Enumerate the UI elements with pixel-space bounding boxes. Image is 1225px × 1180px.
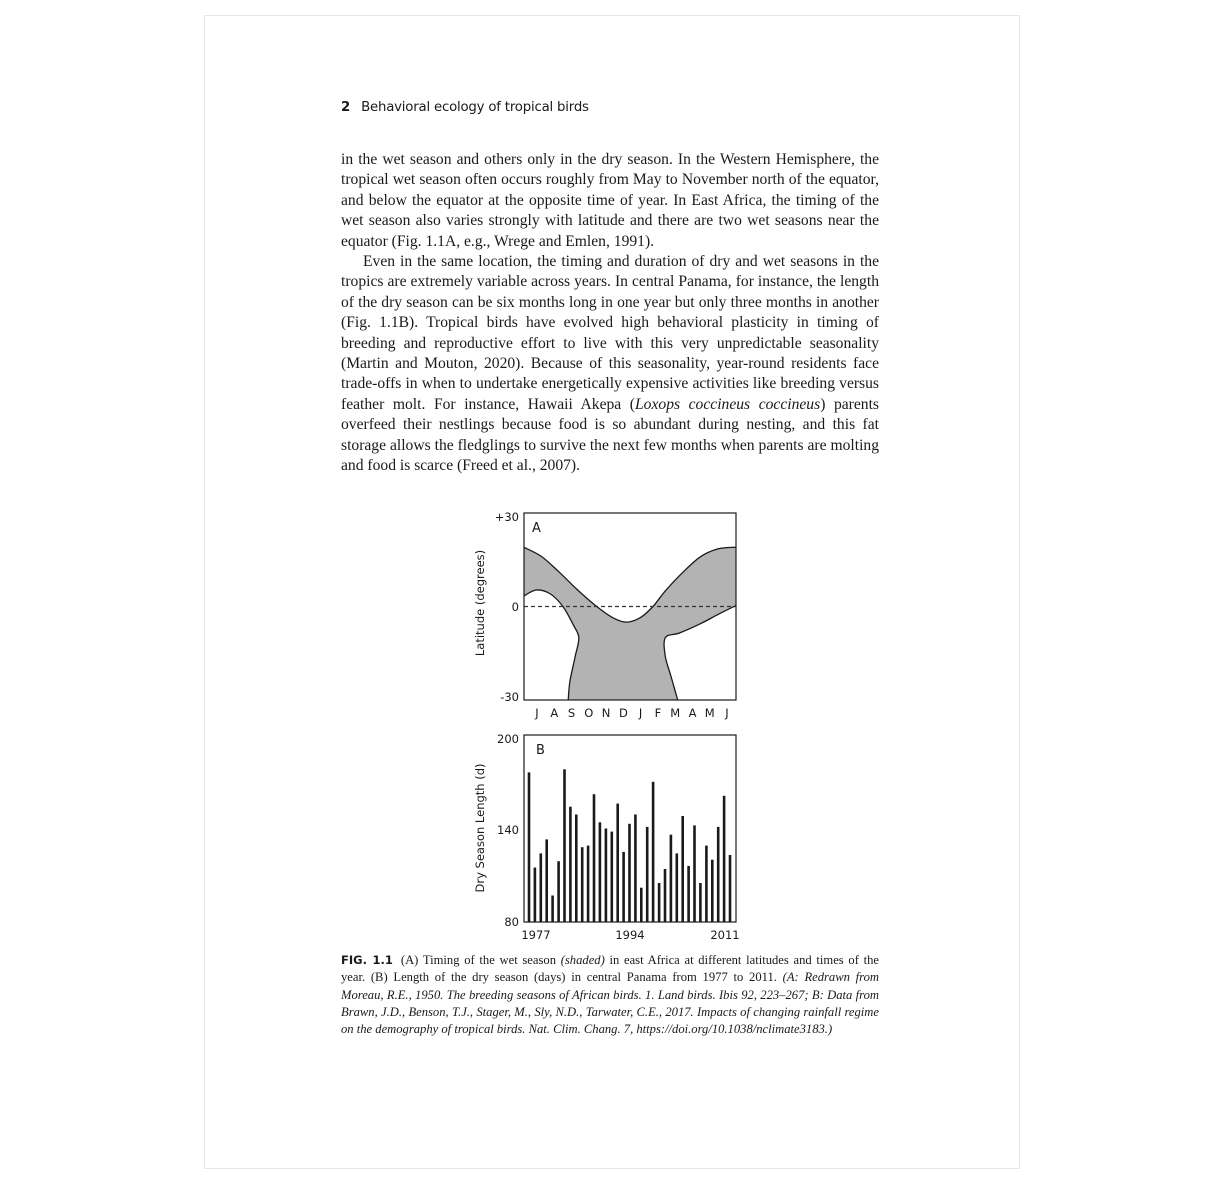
panel-b-label: B [536,743,545,758]
panel-b-bar-1988 [593,794,596,922]
panel-b-bar-2000 [664,869,667,922]
page-number: 2 [341,100,351,115]
caption-text-2: in east Africa at different latitudes and times of the year. (B) Length of the dry season (days) in central Panama from 1977 to 2011. [341,953,879,985]
panel-a-x-tick-label: N [601,706,611,720]
panel-b-bar-1989 [599,822,602,922]
panel-b-bar-2010 [723,796,726,922]
panel-b-bar-2005 [693,825,696,922]
panel-b-bar-1984 [569,807,572,922]
panel-b-bar-2002 [676,853,679,922]
paragraph-2-text-a: Even in the same location, the timing and duration of dry and wet seasons in the tropics are extremely variable across years. In central Panama, for instance, the length of the dry season can be six months long in one year but only three months in another (Fig. 1.1B). Tropical birds have evolved high behavioral plasticity in timing of breeding and reproductive effort to live with this very unpredictable seasonality (Martin and Mouton, 2020). Because of this seasonality, year-round residents face trade-offs in when to undertake energetically expensive activities like breeding versus feather molt. For instance, Hawaii Akepa ( [341,253,879,413]
panel-a-x-tick-label: J [535,706,539,720]
panel-a [473,510,736,720]
panel-b-bar-1993 [622,852,625,922]
panel-b [473,732,740,942]
panel-a-x-tick-label: D [618,706,628,720]
panel-b-bar-1991 [611,832,614,922]
panel-b-bar-1978 [534,868,537,923]
panel-a-x-tick-label: A [550,706,559,720]
panel-a-y-axis-label: Latitude (degrees) [473,549,487,657]
caption-text-1: (A) Timing of the wet season [400,953,561,967]
panel-a-y-tick-label: 0 [511,600,519,614]
panel-b-bar-1994 [628,824,631,922]
panel-b-bar-2009 [717,827,720,922]
panel-b-bar-2004 [687,866,690,922]
panel-b-bar-1987 [587,846,590,922]
panel-a-x-tick-label: J [638,706,643,720]
panel-b-bar-1997 [646,827,649,922]
species-name: Loxops coccineus coccineus [635,395,821,413]
panel-b-bar-1995 [634,815,637,923]
panel-b-bar-1992 [616,804,619,922]
panel-a-x-tick-label: M [704,706,715,720]
figure-1-1 [470,505,760,945]
panel-a-x-tick-label: F [654,706,662,720]
panel-b-bar-2011 [729,855,732,922]
panel-a-y-tick-label: +30 [494,510,519,524]
body-text [341,150,879,477]
panel-b-x-tick-label: 1977 [521,928,551,942]
caption-shaded: (shaded) [560,953,605,967]
paragraph-2-text-b: ) parents overfeed their nestlings because food is so abundant during nesting, and this fat storage allows the fledglings to survive the next few months when parents are molting and food is scarce (Freed et al., 2007). [341,395,879,475]
panel-b-x-tick-label: 1994 [615,928,645,942]
panel-b-bar-2003 [681,816,684,922]
panel-b-bar-1999 [658,883,661,922]
paragraph-1: in the wet season and others only in the dry season. In the Western Hemisphere, the tropical wet season often occurs roughly from May to November north of the equator, and below the equator at the opposite time of year. In East Africa, the timing of the wet season also varies strongly with latitude and there are two wet seasons near the equator (Fig. 1.1A, e.g., Wrege and Emlen, 1991). [341,151,879,250]
panel-b-x-tick-label: 2011 [710,928,740,942]
panel-b-bar-1986 [581,847,584,922]
panel-b-bar-1985 [575,815,578,923]
panel-b-bar-1990 [605,829,608,923]
panel-a-x-tick-label: A [688,706,697,720]
panel-b-bar-2008 [711,860,714,922]
panel-b-bar-1996 [640,888,643,922]
panel-b-bar-1998 [652,782,655,922]
panel-b-bar-1977 [528,772,531,922]
panel-b-bar-1980 [545,839,548,922]
panel-b-bar-1982 [557,861,560,922]
paragraph-2 [341,252,879,476]
running-head-title: Behavioral ecology of tropical birds [361,100,589,115]
panel-a-x-tick-label: J [725,706,729,720]
running-head [341,100,589,120]
panel-b-bar-2007 [705,846,708,922]
panel-a-x-tick-label: M [670,706,681,720]
panel-a-wet-season-shaded-area [524,547,736,700]
caption-credit: (A: Redrawn from Moreau, R.E., 1950. The breeding seasons of African birds. 1. Land birds. Ibis 92, 223–267; B: Data from Brawn, J.D., Benson, T.J., Stager, M., Sly, N.D., Tarwater, C.E., 2017. Impacts of changing rainfall regime on the demography of tropical birds. Nat. Clim. Chang. 7, https://doi.org/10.1038/nclimate3183.) [341,970,879,1037]
panel-b-y-axis-label: Dry Season Length (d) [473,763,487,893]
panel-b-y-tick-label: 80 [504,915,519,929]
panel-b-bar-2006 [699,883,702,922]
figure-caption [341,952,879,1038]
figure-svg [470,505,760,945]
panel-a-label: A [532,521,541,536]
panel-b-bar-1979 [540,853,543,922]
panel-a-y-tick-label: -30 [500,690,519,704]
panel-b-bar-1983 [563,769,566,922]
panel-b-bar-1981 [551,896,554,923]
panel-a-x-tick-label: O [584,706,594,720]
figure-caption-label: FIG. 1.1 [341,953,393,967]
panel-a-x-tick-label: S [567,706,576,720]
panel-b-bar-2001 [670,835,673,922]
panel-b-y-tick-label: 200 [497,732,519,746]
panel-b-y-tick-label: 140 [497,823,519,837]
